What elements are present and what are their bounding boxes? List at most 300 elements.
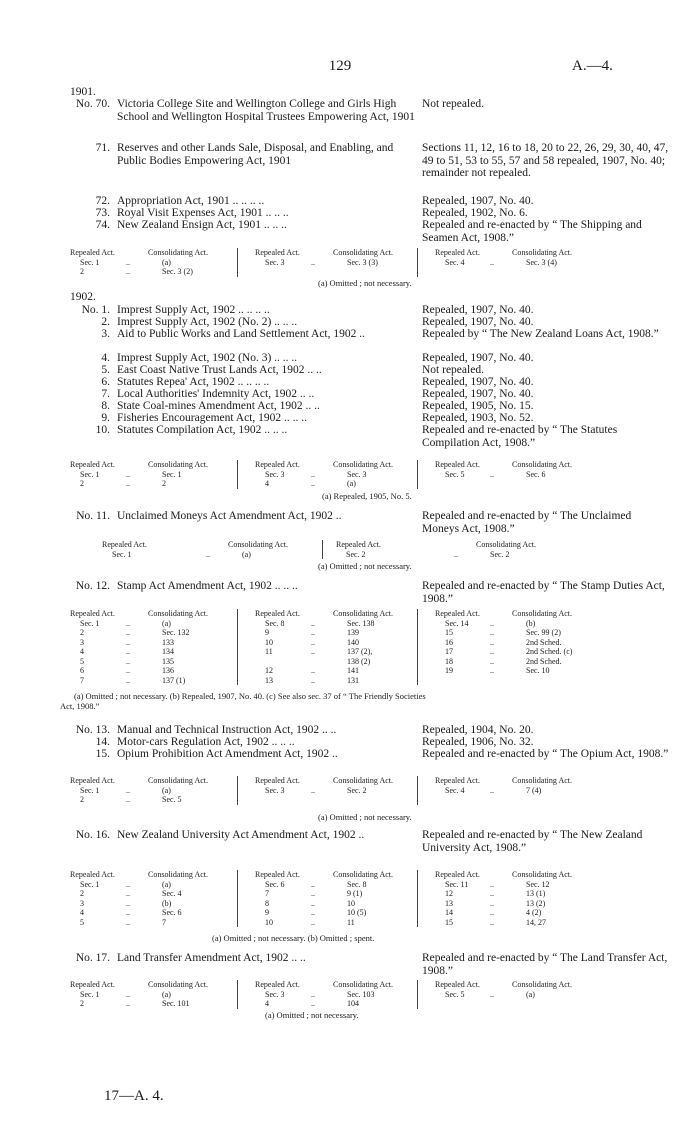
repealed-section: 2 <box>80 999 84 1008</box>
act-status: Repealed, 1907, No. 40. <box>422 316 534 328</box>
consolidating-section: 139 <box>347 628 359 637</box>
consolidating-section: Sec. 2 <box>490 549 510 559</box>
act-title: Appropriation Act, 1901 .. .. .. .. <box>117 195 265 207</box>
leader-dots: .. <box>490 989 494 999</box>
consolidating-act-header: Consolidating Act. <box>333 460 393 469</box>
consolidating-act-header: Consolidating Act. <box>333 870 393 879</box>
consolidating-section: 7 (4) <box>526 785 542 795</box>
leader-dots: .. <box>490 666 494 675</box>
consolidating-act-header: Consolidating Act. <box>333 609 393 618</box>
consolidating-section: (a) <box>162 989 171 999</box>
repealed-section: 5 <box>80 656 84 666</box>
consolidating-section: Sec. 2 <box>347 785 367 795</box>
act-title: New Zealand Ensign Act, 1901 .. .. .. <box>117 219 287 231</box>
act-number: 73. <box>95 207 110 219</box>
consolidating-section: 2nd Sched. <box>526 637 562 647</box>
repealed-section: 4 <box>265 999 269 1008</box>
leader-dots: .. <box>126 889 130 898</box>
leader-dots: .. <box>311 637 315 647</box>
consolidating-section: (a) <box>347 479 356 488</box>
repealed-section: 14 <box>445 908 453 917</box>
consolidating-section: (a) <box>526 989 535 999</box>
column-divider <box>417 776 418 805</box>
act-status: Repealed, 1907, No. 40. <box>422 304 534 316</box>
consolidating-act-header: Consolidating Act. <box>148 460 208 469</box>
act-number: 8. <box>101 400 110 412</box>
consolidating-section: 141 <box>347 666 359 675</box>
consolidating-act-header: Consolidating Act. <box>512 248 572 257</box>
repealed-section: Sec. 1 <box>80 785 100 795</box>
repealed-act-header: Repealed Act. <box>255 980 300 989</box>
leader-dots: .. <box>490 785 494 795</box>
act-status: Not repealed. <box>422 98 484 110</box>
column-divider <box>322 540 323 559</box>
repealed-section: Sec. 8 <box>265 618 285 628</box>
consolidating-section: Sec. 3 (2) <box>162 267 193 276</box>
repealed-section: Sec. 3 <box>265 785 285 795</box>
consolidating-section: 13 (2) <box>526 898 546 908</box>
column-divider <box>417 609 418 685</box>
leader-dots: .. <box>126 637 130 647</box>
column-divider <box>237 248 238 277</box>
leader-dots: .. <box>490 257 494 267</box>
consolidating-act-header: Consolidating Act. <box>512 980 572 989</box>
act-number: 15. <box>95 748 110 760</box>
leader-dots: .. <box>126 666 130 675</box>
consolidating-act-header: Consolidating Act. <box>512 776 572 785</box>
leader-dots: .. <box>126 898 130 908</box>
repealed-act-header: Repealed Act. <box>70 870 115 879</box>
repealed-section: 19 <box>445 666 453 675</box>
leader-dots: .. <box>311 647 315 656</box>
leader-dots: .. <box>490 618 494 628</box>
leader-dots: .. <box>126 795 130 804</box>
repealed-act-header: Repealed Act. <box>70 609 115 618</box>
consolidating-section: Sec. 12 <box>526 879 550 889</box>
page-reference: A.—4. <box>572 58 613 74</box>
act-title: Fisheries Encouragement Act, 1902 .. .. .. <box>117 412 308 424</box>
consolidating-act-header: Consolidating Act. <box>148 248 208 257</box>
act-number: No. 70. <box>75 98 110 110</box>
leader-dots: .. <box>126 267 130 276</box>
repealed-act-header: Repealed Act. <box>70 776 115 785</box>
consolidating-section: 9 (1) <box>347 889 363 898</box>
repealed-section: 13 <box>445 898 453 908</box>
consolidating-act-header: Consolidating Act. <box>333 248 393 257</box>
table-footnote: (a) Omitted ; not necessary. <box>318 278 412 288</box>
leader-dots: .. <box>126 647 130 656</box>
concordance-table <box>60 460 620 489</box>
leader-dots: .. <box>311 917 315 927</box>
repealed-section: Sec. 1 <box>80 618 100 628</box>
repealed-act-header: Repealed Act. <box>435 980 480 989</box>
act-title: Land Transfer Amendment Act, 1902 .. .. <box>117 952 306 964</box>
repealed-act-header: Repealed Act. <box>435 248 480 257</box>
consolidating-act-header: Consolidating Act. <box>228 540 288 549</box>
column-divider <box>237 980 238 1009</box>
repealed-section: 15 <box>445 917 453 927</box>
leader-dots: .. <box>311 479 315 488</box>
consolidating-section: Sec. 6 <box>526 469 546 479</box>
repealed-section: 7 <box>80 675 84 685</box>
column-divider <box>417 460 418 489</box>
repealed-act-header: Repealed Act. <box>255 776 300 785</box>
leader-dots: .. <box>311 469 315 479</box>
repealed-section: 9 <box>265 908 269 917</box>
consolidating-section: 135 <box>162 656 174 666</box>
repealed-section: Sec. 6 <box>265 879 285 889</box>
consolidating-section: 10 <box>347 898 355 908</box>
repealed-section: Sec. 1 <box>80 879 100 889</box>
act-number: No. 16. <box>75 829 110 841</box>
repealed-act-header: Repealed Act. <box>255 460 300 469</box>
repealed-section: Sec. 5 <box>445 989 465 999</box>
consolidating-section: Sec. 8 <box>347 879 367 889</box>
repealed-section: 2 <box>80 795 84 804</box>
act-number: 71. <box>95 142 110 154</box>
act-status: Repealed, 1907, No. 40. <box>422 376 534 388</box>
consolidating-section: (a) <box>162 618 171 628</box>
repealed-act-header: Repealed Act. <box>255 248 300 257</box>
consolidating-section: Sec. 5 <box>162 795 182 804</box>
consolidating-act-header: Consolidating Act. <box>476 540 536 549</box>
act-title: Royal Visit Expenses Act, 1901 .. .. .. <box>117 207 289 219</box>
act-number: No. 13. <box>75 724 110 736</box>
column-divider <box>417 980 418 1009</box>
leader-dots: .. <box>311 889 315 898</box>
concordance-table <box>60 540 620 559</box>
repealed-act-header: Repealed Act. <box>255 609 300 618</box>
consolidating-act-header: Consolidating Act. <box>333 776 393 785</box>
column-divider <box>417 870 418 927</box>
repealed-section: 4 <box>80 647 84 656</box>
consolidating-section: Sec. 138 <box>347 618 375 628</box>
consolidating-act-header: Consolidating Act. <box>148 980 208 989</box>
act-title: Imprest Supply Act, 1902 (No. 2) .. .. .. <box>117 316 298 328</box>
repealed-act-header: Repealed Act. <box>435 870 480 879</box>
consolidating-section: Sec. 3 (4) <box>526 257 557 267</box>
repealed-section: Sec. 3 <box>265 469 285 479</box>
act-number: 3. <box>101 328 110 340</box>
act-title: Stamp Act Amendment Act, 1902 .. .. .. <box>117 580 298 592</box>
repealed-section: 10 <box>265 917 273 927</box>
act-status: Repealed and re-enacted by “ The Unclaimed Moneys Act, 1908.” <box>422 510 632 535</box>
repealed-section: 9 <box>265 628 269 637</box>
consolidating-section: Sec. 1 <box>162 469 182 479</box>
leader-dots: .. <box>206 549 210 559</box>
consolidating-section: 4 (2) <box>526 908 542 917</box>
consolidating-section: 2nd Sched. <box>526 656 562 666</box>
act-number: No. 11. <box>76 510 110 522</box>
consolidating-section: Sec. 3 (3) <box>347 257 378 267</box>
repealed-section: 16 <box>445 637 453 647</box>
leader-dots: .. <box>311 628 315 637</box>
leader-dots: .. <box>126 618 130 628</box>
leader-dots: .. <box>311 785 315 795</box>
leader-dots: .. <box>311 666 315 675</box>
repealed-act-header: Repealed Act. <box>102 540 147 549</box>
table-footnote: Act, 1908.” <box>60 701 100 711</box>
act-status: Repealed by “ The New Zealand Loans Act, 1908.” <box>422 328 659 340</box>
table-footnote: (a) Omitted ; not necessary. <box>318 561 412 571</box>
column-divider <box>237 870 238 927</box>
consolidating-section: Sec. 101 <box>162 999 190 1008</box>
act-number: 72. <box>95 195 110 207</box>
leader-dots: .. <box>490 637 494 647</box>
repealed-act-header: Repealed Act. <box>70 248 115 257</box>
leader-dots: .. <box>126 675 130 685</box>
act-status: Repealed, 1906, No. 32. <box>422 736 534 748</box>
act-status: Repealed, 1905, No. 15. <box>422 400 534 412</box>
leader-dots: .. <box>490 917 494 927</box>
column-divider <box>237 609 238 685</box>
consolidating-section: Sec. 103 <box>347 989 375 999</box>
act-number: 14. <box>95 736 110 748</box>
consolidating-section: 13 (1) <box>526 889 546 898</box>
repealed-section: 11 <box>265 647 273 656</box>
act-status: Repealed and re-enacted by “ The Land Transfer Act, 1908.” <box>422 952 668 977</box>
repealed-section: 2 <box>80 628 84 637</box>
act-number: 74. <box>95 219 110 231</box>
repealed-section: Sec. 4 <box>445 257 465 267</box>
leader-dots: .. <box>311 618 315 628</box>
leader-dots: .. <box>126 656 130 666</box>
consolidating-section: Sec. 10 <box>526 666 550 675</box>
concordance-table <box>60 248 620 277</box>
leader-dots: .. <box>126 999 130 1008</box>
repealed-section: 2 <box>80 889 84 898</box>
leader-dots: .. <box>126 257 130 267</box>
act-status: Sections 11, 12, 16 to 18, 20 to 22, 26, 29, 30, 40, 47, 49 to 51, 53 to 55, 57 and 58 repealed, 1907, No. 40; remainder not repealed. <box>422 142 669 179</box>
table-footnote: (a) Omitted ; not necessary. (b) Omitted ; spent. <box>212 933 375 943</box>
repealed-act-header: Repealed Act. <box>435 609 480 618</box>
concordance-table <box>60 980 620 1009</box>
repealed-section: Sec. 2 <box>346 549 366 559</box>
repealed-section: Sec. 3 <box>265 257 285 267</box>
page-number: 129 <box>328 58 352 74</box>
act-title: Opium Prohibition Act Amendment Act, 1902 .. <box>117 748 338 760</box>
repealed-section: Sec. 5 <box>445 469 465 479</box>
act-status: Repealed and re-enacted by “ The Statutes Compilation Act, 1908.” <box>422 424 618 449</box>
leader-dots: .. <box>490 898 494 908</box>
repealed-section: 3 <box>80 637 84 647</box>
leader-dots: .. <box>311 989 315 999</box>
repealed-section: 12 <box>445 889 453 898</box>
act-number: 10. <box>95 424 110 436</box>
repealed-section: Sec. 4 <box>445 785 465 795</box>
leader-dots: .. <box>126 469 130 479</box>
act-number: 5. <box>101 364 110 376</box>
consolidating-section: (a) <box>162 257 171 267</box>
consolidating-section: 11 <box>347 917 355 927</box>
consolidating-section: Sec. 132 <box>162 628 190 637</box>
leader-dots: .. <box>126 908 130 917</box>
act-title: Reserves and other Lands Sale, Disposal, and Enabling, and Public Bodies Empowering Act, 1901 <box>117 142 394 167</box>
leader-dots: .. <box>454 549 458 559</box>
act-status: Repealed, 1907, No. 40. <box>422 352 534 364</box>
repealed-section: 3 <box>80 898 84 908</box>
consolidating-section: 140 <box>347 637 359 647</box>
repealed-section: 8 <box>265 898 269 908</box>
act-title: Local Authorities' Indemnity Act, 1902 .. .. <box>117 388 315 400</box>
leader-dots: .. <box>490 879 494 889</box>
repealed-act-header: Repealed Act. <box>70 980 115 989</box>
act-title: Aid to Public Works and Land Settlement Act, 1902 .. <box>117 328 366 340</box>
consolidating-section: 136 <box>162 666 174 675</box>
consolidating-section: (b) <box>526 618 536 628</box>
consolidating-section: Sec. 6 <box>162 908 182 917</box>
repealed-act-header: Repealed Act. <box>435 460 480 469</box>
act-title: Motor-cars Regulation Act, 1902 .. .. .. <box>117 736 295 748</box>
table-footnote: (a) Omitted ; not necessary. <box>265 1010 359 1020</box>
act-status: Repealed and re-enacted by “ The Stamp Duties Act, 1908.” <box>422 580 665 605</box>
repealed-section: 4 <box>80 908 84 917</box>
consolidating-section: 138 (2) <box>347 656 371 666</box>
repealed-section: Sec. 1 <box>80 257 100 267</box>
leader-dots: .. <box>311 898 315 908</box>
footer-signature: 17—A. 4. <box>104 1088 164 1104</box>
repealed-section: 6 <box>80 666 84 675</box>
consolidating-section: (a) <box>162 785 171 795</box>
repealed-section: 12 <box>265 666 273 675</box>
act-number: 7. <box>101 388 110 400</box>
repealed-act-header: Repealed Act. <box>435 776 480 785</box>
leader-dots: .. <box>126 785 130 795</box>
leader-dots: .. <box>126 989 130 999</box>
consolidating-section: (a) <box>162 879 171 889</box>
leader-dots: .. <box>311 908 315 917</box>
consolidating-section: Sec. 99 (2) <box>526 628 561 637</box>
leader-dots: .. <box>126 628 130 637</box>
act-status: Repealed and re-enacted by “ The Opium Act, 1908.” <box>422 748 669 760</box>
consolidating-act-header: Consolidating Act. <box>512 460 572 469</box>
act-number: 6. <box>101 376 110 388</box>
repealed-section: 10 <box>265 637 273 647</box>
act-title: Statutes Compilation Act, 1902 .. .. .. <box>117 424 288 436</box>
year-heading: 1902. <box>70 291 96 303</box>
repealed-section: Sec. 1 <box>80 469 100 479</box>
consolidating-section: 10 (5) <box>347 908 367 917</box>
consolidating-section: 137 (1) <box>162 675 186 685</box>
leader-dots: .. <box>311 879 315 889</box>
act-status: Repealed and re-enacted by “ The New Zealand University Act, 1908.” <box>422 829 643 854</box>
act-number: 4. <box>101 352 110 364</box>
consolidating-section: 14, 27 <box>526 917 546 927</box>
consolidating-section: 2nd Sched. (c) <box>526 647 573 656</box>
act-title: Imprest Supply Act, 1902 .. .. .. .. <box>117 304 270 316</box>
act-number: No. 12. <box>75 580 110 592</box>
consolidating-act-header: Consolidating Act. <box>148 609 208 618</box>
act-status: Repealed, 1902, No. 6. <box>422 207 528 219</box>
repealed-section: 13 <box>265 675 273 685</box>
act-number: No. 1. <box>81 304 110 316</box>
repealed-section: 2 <box>80 267 84 276</box>
consolidating-act-header: Consolidating Act. <box>333 980 393 989</box>
consolidating-section: (a) <box>242 549 251 559</box>
leader-dots: .. <box>490 628 494 637</box>
leader-dots: .. <box>490 469 494 479</box>
table-footnote: (a) Omitted ; not necessary. <box>318 812 412 822</box>
consolidating-act-header: Consolidating Act. <box>148 870 208 879</box>
column-divider <box>237 460 238 489</box>
act-title: East Coast Native Trust Lands Act, 1902 .. .. <box>117 364 322 376</box>
leader-dots: .. <box>490 908 494 917</box>
consolidating-act-header: Consolidating Act. <box>512 870 572 879</box>
year-heading: 1901. <box>70 86 96 98</box>
act-title: Manual and Technical Instruction Act, 1902 .. .. <box>117 724 337 736</box>
column-divider <box>417 248 418 277</box>
consolidating-section: 104 <box>347 999 359 1008</box>
consolidating-section: 131 <box>347 675 359 685</box>
consolidating-section: Sec. 4 <box>162 889 182 898</box>
leader-dots: .. <box>311 999 315 1008</box>
act-number: No. 17. <box>75 952 110 964</box>
consolidating-section: 7 <box>162 917 166 927</box>
leader-dots: .. <box>311 675 315 685</box>
consolidating-section: 134 <box>162 647 174 656</box>
repealed-section: Sec. 1 <box>80 989 100 999</box>
table-footnote: (a) Repealed, 1905, No. 5. <box>322 491 412 501</box>
act-status: Repealed and re-enacted by “ The Shipping and Seamen Act, 1908.” <box>422 219 642 244</box>
act-status: Repealed, 1907, No. 40. <box>422 195 534 207</box>
act-title: State Coal-mines Amendment Act, 1902 .. .. <box>117 400 320 412</box>
leader-dots: .. <box>490 647 494 656</box>
repealed-section: 7 <box>265 889 269 898</box>
repealed-section: Sec. 3 <box>265 989 285 999</box>
consolidating-act-header: Consolidating Act. <box>512 609 572 618</box>
act-status: Not repealed. <box>422 364 484 376</box>
act-status: Repealed, 1907, No. 40. <box>422 388 534 400</box>
act-title: New Zealand University Act Amendment Act, 1902 .. <box>117 829 365 841</box>
consolidating-section: 2 <box>162 479 166 488</box>
act-status: Repealed, 1903, No. 52. <box>422 412 534 424</box>
repealed-act-header: Repealed Act. <box>255 870 300 879</box>
repealed-section: 15 <box>445 628 453 637</box>
consolidating-section: 133 <box>162 637 174 647</box>
leader-dots: .. <box>126 917 130 927</box>
repealed-section: 17 <box>445 647 453 656</box>
consolidating-act-header: Consolidating Act. <box>148 776 208 785</box>
act-number: 2. <box>101 316 110 328</box>
repealed-section: 4 <box>265 479 269 488</box>
concordance-table <box>60 609 620 685</box>
repealed-section: 2 <box>80 479 84 488</box>
column-divider <box>237 776 238 805</box>
leader-dots: .. <box>126 479 130 488</box>
act-title: Victoria College Site and Wellington College and Girls High School and Wellington Hospital Trustees Empowering Act, 1901 <box>117 98 415 123</box>
repealed-act-header: Repealed Act. <box>70 460 115 469</box>
repealed-section: 18 <box>445 656 453 666</box>
repealed-act-header: Repealed Act. <box>336 540 381 549</box>
concordance-table <box>60 870 620 927</box>
repealed-section: Sec. 1 <box>112 549 132 559</box>
repealed-section: 5 <box>80 917 84 927</box>
act-title: Imprest Supply Act, 1902 (No. 3) .. .. .. <box>117 352 298 364</box>
concordance-table <box>60 776 620 805</box>
consolidating-section: 137 (2), <box>347 647 373 656</box>
leader-dots: .. <box>311 257 315 267</box>
leader-dots: .. <box>490 889 494 898</box>
act-title: Unclaimed Moneys Act Amendment Act, 1902 .. <box>117 510 342 522</box>
act-title: Statutes Repea' Act, 1902 .. .. .. .. <box>117 376 270 388</box>
repealed-section: Sec. 11 <box>445 879 469 889</box>
repealed-section: Sec. 14 <box>445 618 469 628</box>
act-status: Repealed, 1904, No. 20. <box>422 724 534 736</box>
leader-dots: .. <box>490 656 494 666</box>
leader-dots: .. <box>126 879 130 889</box>
table-footnote: (a) Omitted ; not necessary. (b) Repealed, 1907, No. 40. (c) See also sec. 37 of “ The Friendly Societies <box>74 691 426 701</box>
consolidating-section: (b) <box>162 898 172 908</box>
